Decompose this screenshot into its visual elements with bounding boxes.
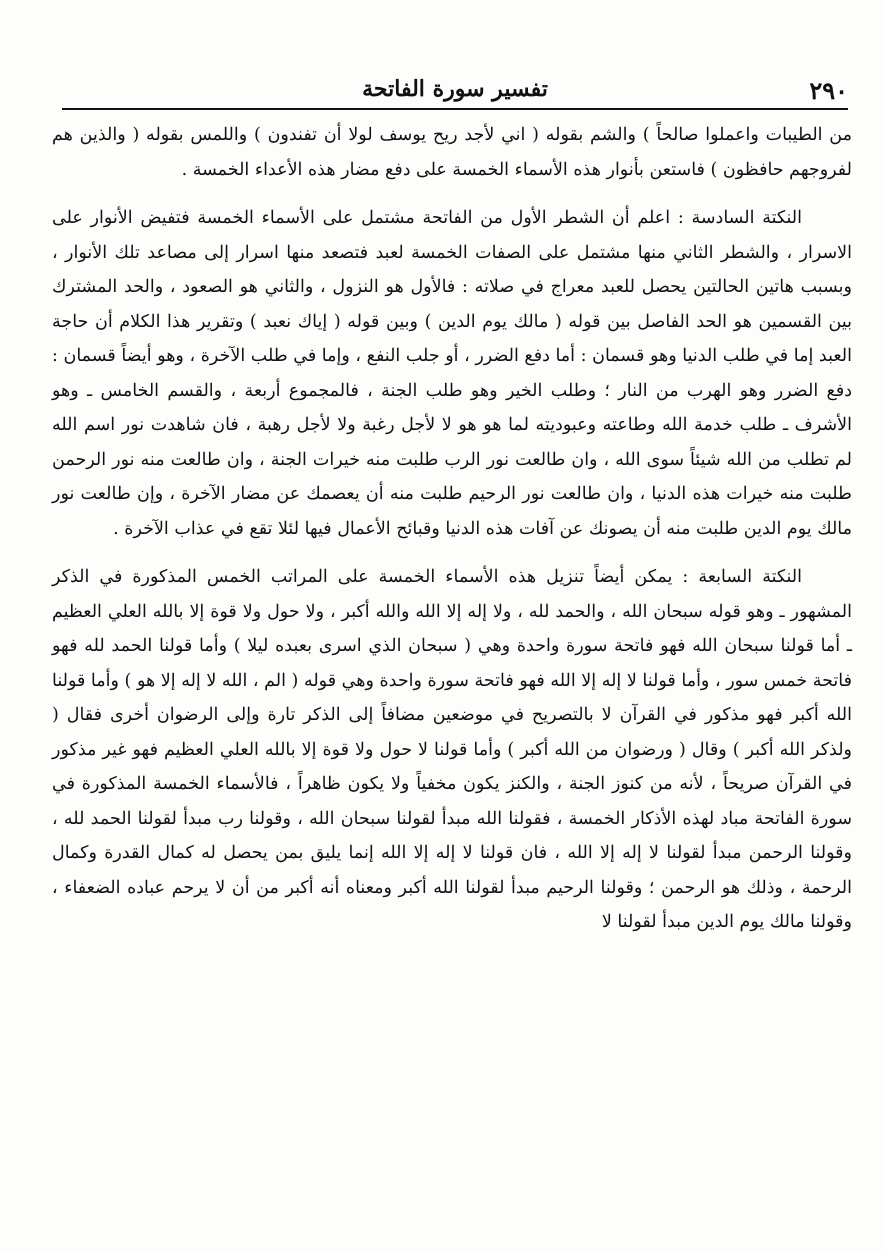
- paragraph-continuation: من الطيبات واعملوا صالحاً ) والشم بقوله ( اني لأجد ريح يوسف لولا أن تفندون ) واللمس بقوله ( والذين هم لفروجهم حافظون ) فاستعن بأنوار هذه الأسماء الخمسة على دفع مضار هذه الأعداء الخمسة .: [52, 125, 852, 180]
- page-number: ٢٩٠: [809, 76, 848, 105]
- paragraph-sixth-point: النكتة السادسة : اعلم أن الشطر الأول من الفاتحة مشتمل على الأسماء الخمسة فتفيض الأنوار على الاسرار ، والشطر الثاني منها مشتمل على الصفات الخمسة لعبد فتصعد منها اسرار إلى مصاعد تلك الأنوار ، وبسبب هاتين الحالتين يحصل للعبد معراج في صلاته : فالأول هو النزول ، والثاني هو الصعود ، والحد المشترك بين القسمين هو الحد الفاصل بين قوله ( مالك يوم الدين ) وبين قوله ( إياك نعبد ) وتقرير هذا الكلام أن حاجة العبد إما في طلب الدنيا وهو قسمان : أما دفع الضرر ، أو جلب النفع ، وإما في طلب الآخرة ، وهو أيضاً قسمان : دفع الضرر وهو الهرب من النار ؛ وطلب الخير وهو طلب الجنة ، فالمجموع أربعة ، والقسم الخامس ـ وهو الأشرف ـ طلب خدمة الله وطاعته وعبوديته لما هو هو لا لأجل رغبة ولا لأجل رهبة ، فان شاهدت نور اسم الله لم تطلب من الله شيئاً سوى الله ، وان طالعت نور الرب طلبت منه خيرات الجنة ، وان طالعت منه نور الرحمن طلبت منه خيرات هذه الدنيا ، وان طالعت نور الرحيم طلبت منه أن يعصمك عن مضار الآخرة ، وإن طالعت نور مالك يوم الدين طلبت منه أن يصونك عن آفات هذه الدنيا وقبائح الأعمال فيها لئلا تقع في عذاب الآخرة .: [52, 208, 852, 539]
- running-title: تفسير سورة الفاتحة: [362, 76, 548, 102]
- header-rule: [62, 108, 848, 110]
- paragraph-seventh-point: النكتة السابعة : يمكن أيضاً تنزيل هذه الأسماء الخمسة على المراتب الخمس المذكورة في الذكر المشهور ـ وهو قوله سبحان الله ، والحمد لله ، ولا إله إلا الله والله أكبر ، ولا حول ولا قوة إلا بالله العلي العظيم ـ أما قولنا سبحان الله فهو فاتحة سورة واحدة وهي ( سبحان الذي اسرى بعبده ليلا ) وأما قولنا الحمد لله فهو فاتحة خمس سور ، وأما قولنا لا إله إلا الله فهو فاتحة سورة واحدة وهي قوله ( الم ، الله لا إله إلا هو ) وأما قولنا الله أكبر فهو مذكور في القرآن لا بالتصريح في موضعين مضافاً إلى الذكر تارة وإلى الرضوان أخرى فقال ( ولذكر الله أكبر ) وقال ( ورضوان من الله أكبر ) وأما قولنا لا حول ولا قوة إلا بالله العلي العظيم فهو غير مذكور في القرآن صريحاً ، لأنه من كنوز الجنة ، والكنز يكون مخفياً ولا يكون ظاهراً ، فالأسماء الخمسة المذكورة في سورة الفاتحة مباد لهذه الأذكار الخمسة ، فقولنا الله مبدأ لقولنا سبحان الله ، وقولنا رب مبدأ لقولنا الحمد لله ، وقولنا الرحمن مبدأ لقولنا لا إله إلا الله ، فان قولنا لا إله إلا الله إنما يليق بمن يحصل له كمال القدرة وكمال الرحمة ، وذلك هو الرحمن ؛ وقولنا الرحيم مبدأ لقولنا الله أكبر ومعناه أنه أكبر من أن لا يرحم عباده الضعفاء ، وقولنا مالك يوم الدين مبدأ لقولنا لا: [52, 567, 852, 932]
- page-header: [62, 70, 848, 108]
- body-text: [52, 118, 852, 940]
